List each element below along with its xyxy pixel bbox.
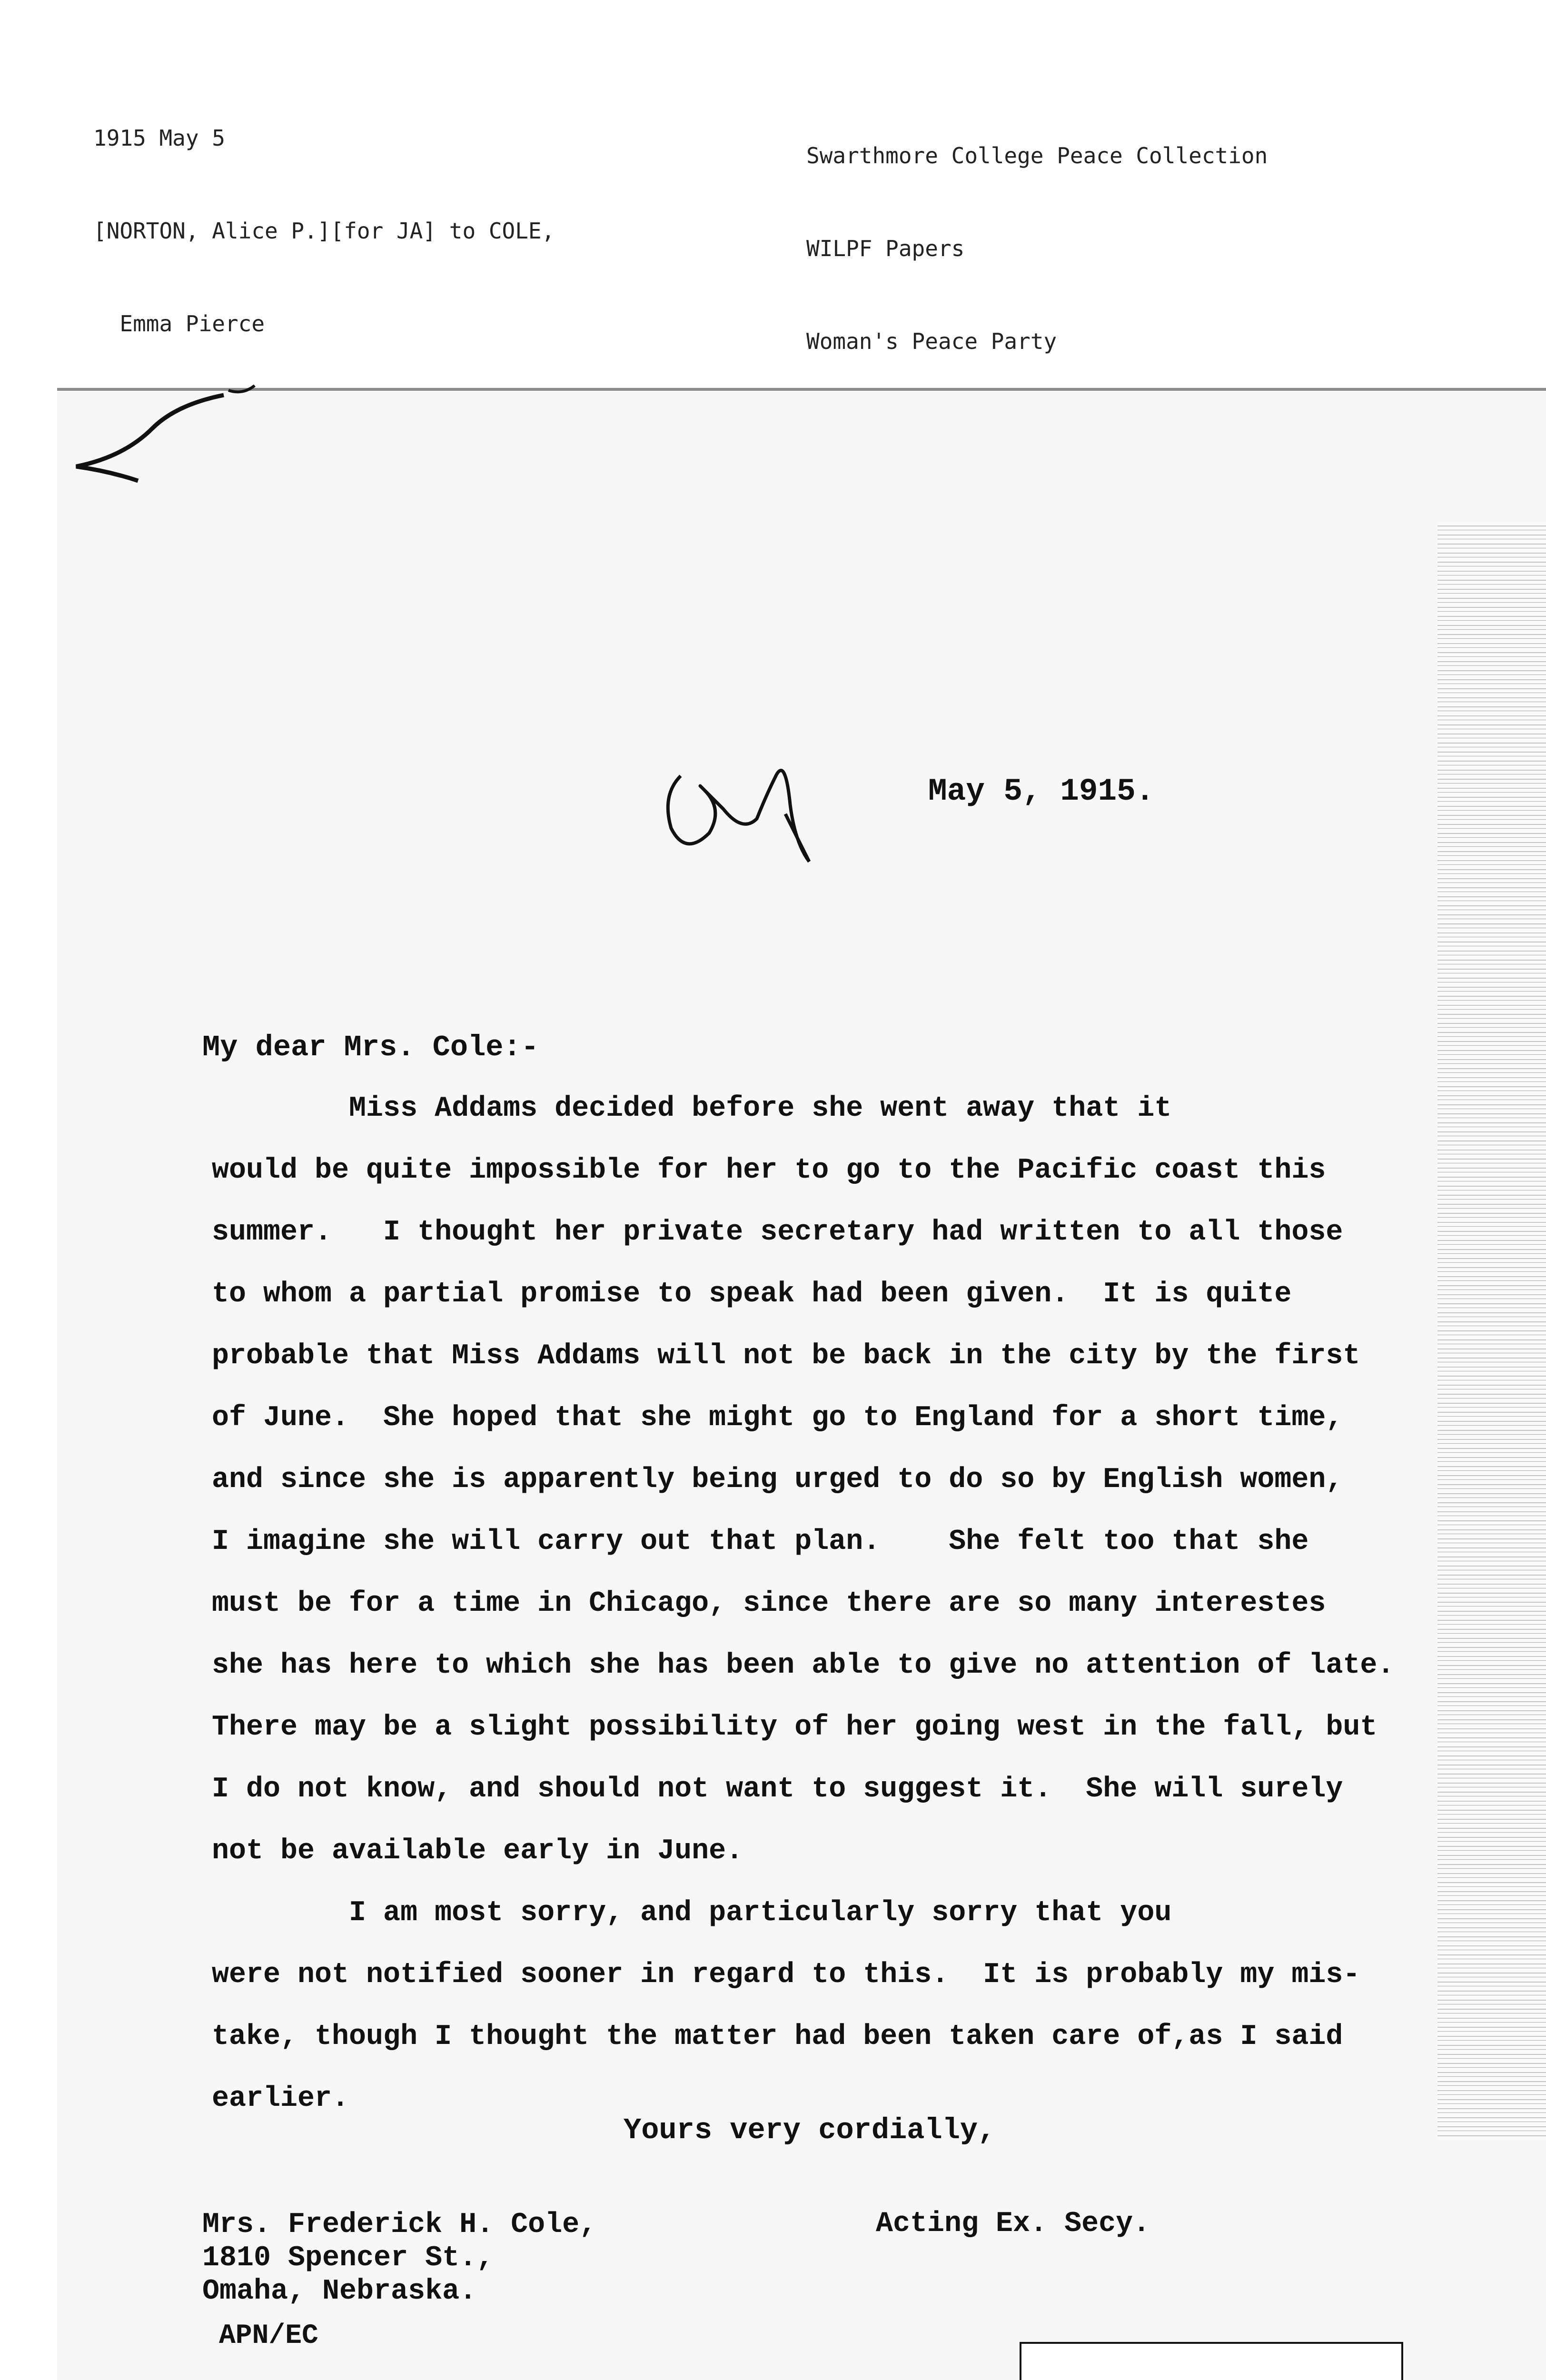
letter-closing: Yours very cordially,: [624, 2113, 996, 2147]
body-line: I imagine she will carry out that plan. She felt too that she: [212, 1526, 1309, 1558]
sheet-edge: [57, 388, 1546, 391]
salutation: My dear Mrs. Cole:-: [202, 1031, 539, 1064]
body-line: would be quite impossible for her to go to the Pacific coast this: [212, 1154, 1326, 1187]
body-line: and since she is apparently being urged to do so by English women,: [212, 1464, 1343, 1496]
signature-title: Acting Ex. Secy.: [876, 2208, 1150, 2240]
body-line: not be available early in June.: [212, 1835, 743, 1867]
citation-line: Emma Pierce: [93, 311, 265, 337]
body-line: to whom a partial promise to speak had been given. It is quite: [212, 1278, 1292, 1310]
collection-line: Swarthmore College Peace Collection: [806, 143, 1268, 169]
handwritten-initial-mark: [652, 738, 862, 890]
collection-line: WILPF Papers: [806, 236, 965, 261]
body-line: I am most sorry, and particularly sorry that you: [212, 1897, 1172, 1929]
body-line: probable that Miss Addams will not be back in the city by the first: [212, 1340, 1360, 1372]
citation-line: 1915 May 5: [93, 125, 225, 151]
best-copy-stamp: [1020, 2342, 1403, 2380]
body-line: summer. I thought her private secretary had written to all those: [212, 1216, 1343, 1249]
body-line: take, though I thought the matter had been taken care of,as I said: [212, 2021, 1343, 2053]
corner-scribble-mark: [67, 376, 267, 490]
body-line: There may be a slight possibility of her going west in the fall, but: [212, 1711, 1378, 1744]
recipient-name: Mrs. Frederick H. Cole,: [202, 2209, 597, 2241]
citation-line: [NORTON, Alice P.][for JA] to COLE,: [93, 218, 555, 244]
body-line: Miss Addams decided before she went away that it: [212, 1092, 1172, 1125]
collection-line: Woman's Peace Party: [806, 328, 1057, 354]
body-line: earlier.: [212, 2082, 349, 2115]
body-line: must be for a time in Chicago, since there are so many interestes: [212, 1587, 1326, 1620]
letter-sheet: [57, 388, 1546, 2380]
body-line: I do not know, and should not want to suggest it. She will surely: [212, 1773, 1343, 1805]
typist-initials: APN/EC: [219, 2320, 318, 2351]
recipient-city: Omaha, Nebraska.: [202, 2275, 477, 2308]
recipient-street: 1810 Spencer St.,: [202, 2242, 494, 2274]
body-line: of June. She hoped that she might go to England for a short time,: [212, 1402, 1343, 1434]
body-line: were not notified sooner in regard to this. It is probably my mis-: [212, 1959, 1360, 1991]
body-line: she has here to which she has been able to give no attention of late.: [212, 1649, 1395, 1682]
copy-noise-right: [1437, 521, 1546, 2140]
letter-date: May 5, 1915.: [928, 774, 1155, 809]
